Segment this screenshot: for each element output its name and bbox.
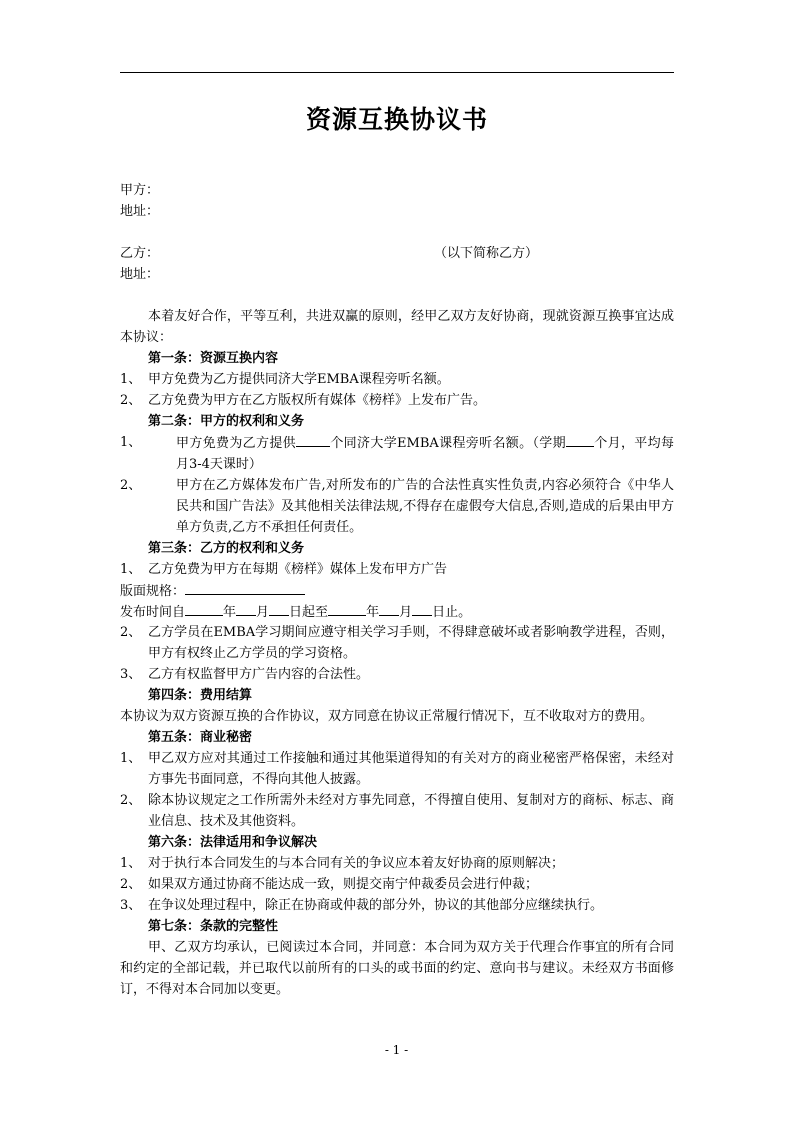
article-4-text: 本协议为双方资源互换的合作协议，双方同意在协议正常履行情况下，互不收取对方的费用。	[120, 709, 654, 724]
blank-field[interactable]	[185, 601, 223, 616]
list-item: 1、 甲方免费为乙方提供 个同济大学EMBA课程旁听名额。（学期 个月，平均每月3-4天课时）	[120, 432, 674, 475]
party-b-label: 乙方：	[120, 246, 160, 261]
list-item: 2、 乙方学员在EMBA学习期间应遵守相关学习手则，不得肆意破坏或者影响教学进程，否则，甲方有权终止乙方学员的学习资格。	[120, 625, 674, 661]
list-item: 2、 甲方在乙方媒体发布广告,对所发布的广告的合法性真实性负责,内容必须符合《中华人民共和国广告法》及其他相关法律法规,不得存在虚假夸大信息,否则,造成的后果由甲方单方负责,乙方不承担任何责任。	[120, 478, 674, 535]
list-item: 2、 除本协议规定之工作所需外未经对方事先同意，不得擅自使用、复制对方的商标、标志、商业信息、技术及其他资料。	[120, 793, 674, 829]
article-2-heading: 第二条：甲方的权利和义务	[148, 414, 305, 429]
party-b-line	[120, 243, 674, 264]
blank-field[interactable]	[269, 601, 289, 616]
document-body	[120, 180, 674, 1000]
blank-field[interactable]	[412, 601, 432, 616]
article-3-heading: 第三条：乙方的权利和义务	[148, 541, 305, 556]
blank-field[interactable]	[379, 601, 399, 616]
blank-field[interactable]	[296, 432, 330, 447]
spec-line: 版面规格：	[120, 580, 674, 601]
document-title: 资源互换协议书	[305, 105, 488, 134]
list-item: 3、 乙方有权监督甲方广告内容的合法性。	[120, 667, 370, 682]
list-item: 2、 乙方免费为甲方在乙方版权所有媒体《榜样》上发布广告。	[120, 393, 487, 408]
list-item: 1、 甲方免费为乙方提供同济大学EMBA课程旁听名额。	[120, 372, 450, 387]
party-b-note: （以下简称乙方）	[434, 246, 539, 261]
blank-field[interactable]	[328, 601, 366, 616]
preamble: 本着友好合作，平等互利，共进双赢的原则，经甲乙双方友好协商，现就资源互换事宜达成本协议：	[120, 309, 674, 345]
article-1-heading: 第一条：资源互换内容	[148, 351, 279, 366]
party-b-address-label: 地址：	[120, 267, 160, 282]
article-7-heading: 第七条：条款的完整性	[148, 919, 279, 934]
article-4-heading: 第四条：费用结算	[148, 688, 253, 703]
list-item: 3、 在争议处理过程中，除正在协商或仲裁的部分外，协议的其他部分应继续执行。	[120, 898, 604, 913]
party-a-address-line	[120, 201, 674, 222]
party-a-address-label: 地址：	[120, 204, 160, 219]
list-item: 1、 乙方免费为甲方在每期《榜样》媒体上发布甲方广告	[120, 562, 448, 577]
page-number: - 1 -	[384, 1043, 409, 1057]
header-rule	[120, 72, 674, 73]
blank-field[interactable]	[566, 432, 594, 447]
list-item: 1、 对于执行本合同发生的与本合同有关的争议应本着友好协商的原则解决；	[120, 856, 565, 871]
party-a-label: 甲方：	[120, 183, 160, 198]
article-5-heading: 第五条：商业秘密	[148, 730, 253, 745]
party-a-line	[120, 180, 674, 201]
party-b-address-line	[120, 264, 674, 285]
article-6-heading: 第六条：法律适用和争议解决	[148, 835, 318, 850]
publish-time-line: 发布时间自 年 月 日起至 年 月 日止。	[120, 601, 674, 622]
blank-field[interactable]	[236, 601, 256, 616]
article-7-text: 甲、乙双方均承认，已阅读过本合同，并同意：本合同为双方关于代理合作事宜的所有合同和约定的全部记载，并已取代以前所有的口头的或书面的约定、意向书与建议。未经双方书面修订，不得对本合同加以变更。	[120, 940, 674, 997]
list-item: 2、 如果双方通过协商不能达成一致，则提交南宁仲裁委员会进行仲裁；	[120, 877, 539, 892]
blank-field[interactable]	[185, 580, 305, 595]
list-item: 1、 甲乙双方应对其通过工作接触和通过其他渠道得知的有关对方的商业秘密严格保密，未经对方事先书面同意，不得向其他人披露。	[120, 751, 674, 787]
